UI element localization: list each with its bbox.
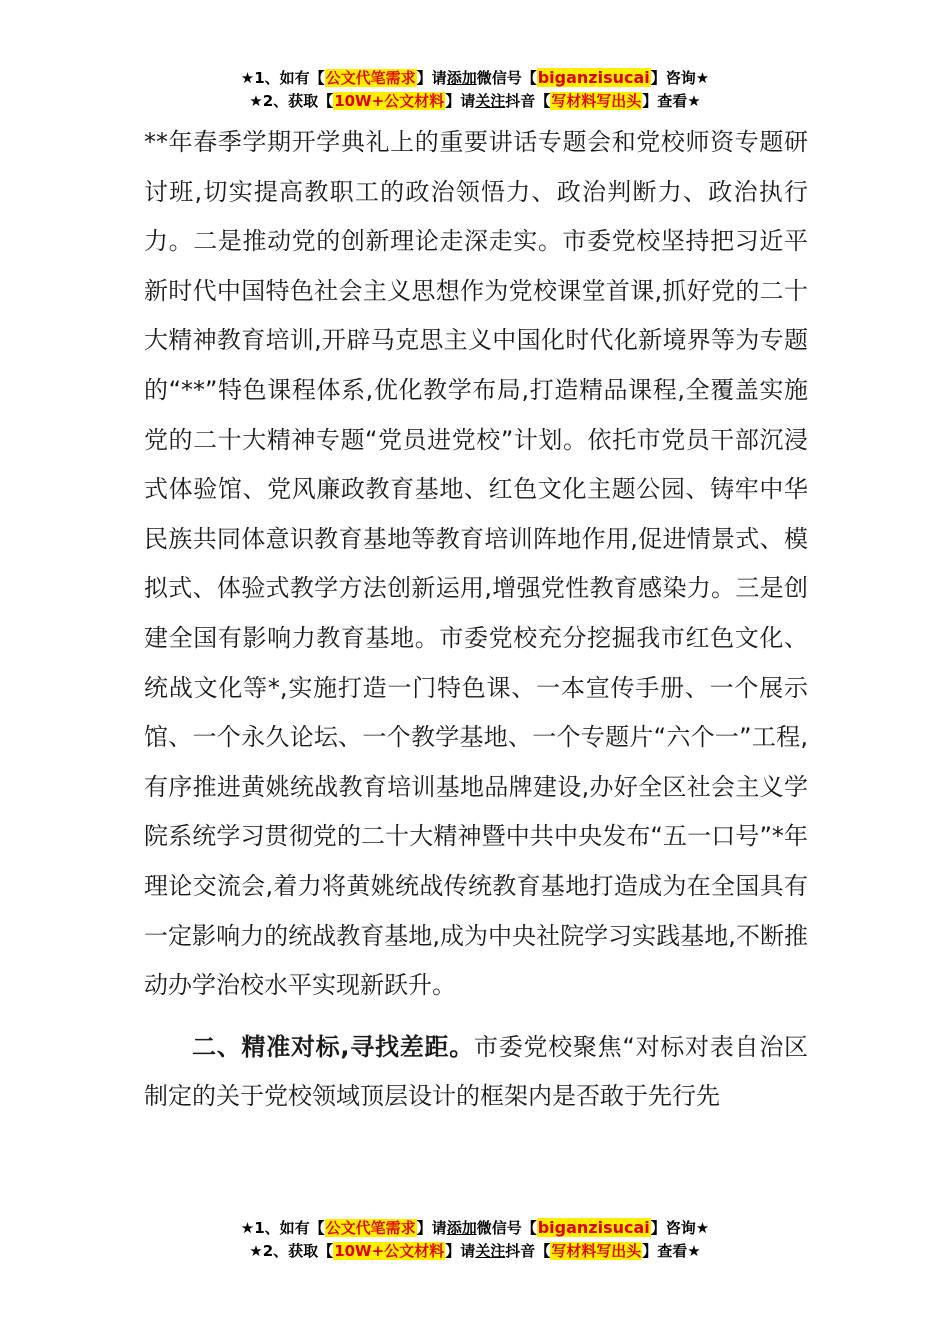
banner-text: ★2、获取【 [249, 92, 334, 110]
banner-text: 】请 [445, 1242, 476, 1260]
banner-text: 抖音【 [505, 92, 551, 110]
banner-text: 】咨询★ [650, 69, 710, 87]
banner-emphasis: 添加 [446, 1219, 477, 1237]
douyin-id-badge: 写材料写出头 [551, 92, 642, 110]
body-paragraph-1: **年春季学期开学典礼上的重要讲话专题会和党校师资专题研讨班,切实提高教职工的政治领悟力、政治判断力、政治执行力。二是推动党的创新理论走深走实。市委党校坚持把习近平新时代中国特色社会主义思想作为党校课堂首课,抓好党的二十大精神教育培训,开辟马克思主义中国化时代化新境界等为专题的“**”特色课程体系,优化教学布局,打造精品课程,全覆盖实施党的二十大精神专题“党员进党校”计划。依托市党员干部沉浸式体验馆、党风廉政教育基地、红色文化主题公园、铸牢中华民族共同体意识教育基地等教育培训阵地作用,促进情景式、模拟式、体验式教学方法创新运用,增强党性教育感染力。三是创建全国有影响力教育基地。市委党校充分挖掘我市红色文化、统战文化等*,实施打造一门特色课、一本宣传手册、一个展示馆、一个永久论坛、一个教学基地、一个专题片“六个一”工程,有序推进黄姚统战教育培训基地品牌建设,办好全区社会主义学院系统学习贯彻党的二十大精神暨中共中央发布“五一口号”*年理论交流会,着力将黄姚统战传统教育基地打造成为在全国具有一定影响力的统战教育基地,成为中央社院学习实践基地,不断推动办学治校水平实现新跃升。 [144, 128, 808, 1000]
banner-text: 】咨询★ [650, 1219, 710, 1237]
banner-line-2 [0, 1240, 950, 1263]
banner-text: 】请 [416, 69, 447, 87]
banner-text: ★1、如有【 [240, 69, 325, 87]
header-banner [0, 66, 950, 113]
banner-text: ★2、获取【 [249, 1242, 334, 1260]
banner-text: 】查看★ [642, 1242, 701, 1260]
banner-text: 微信号【 [476, 1219, 537, 1237]
douyin-id-badge: 写材料写出头 [551, 1242, 642, 1260]
banner-line-2 [0, 90, 950, 113]
banner-text: 抖音【 [505, 1242, 551, 1260]
banner-emphasis: 关注 [475, 1242, 506, 1260]
body-paragraph-2 [144, 1023, 808, 1122]
banner-text: 微信号【 [476, 69, 537, 87]
wechat-id-badge: biganzisucai [537, 68, 650, 87]
banner-line-1 [0, 1216, 950, 1240]
highlight-badge: 公文代笔需求 [325, 1219, 416, 1237]
wechat-id-badge: biganzisucai [537, 1218, 650, 1237]
banner-text: ★1、如有【 [240, 1219, 325, 1237]
section-text: 市委党校聚焦“对标对表自治区制定的关于党校领域顶层设计的框架内是否敢于先行先 [144, 1032, 808, 1111]
banner-text: 】查看★ [642, 92, 701, 110]
banner-text: 】请 [445, 92, 476, 110]
document-body [144, 118, 808, 1122]
highlight-badge: 10W+公文材料 [334, 1242, 445, 1260]
highlight-badge: 10W+公文材料 [334, 92, 445, 110]
banner-emphasis: 添加 [446, 69, 477, 87]
highlight-badge: 公文代笔需求 [325, 69, 416, 87]
banner-emphasis: 关注 [475, 92, 506, 110]
banner-line-1 [0, 66, 950, 90]
footer-banner [0, 1216, 950, 1263]
section-heading: 二、精准对标,寻找差距。 [192, 1032, 474, 1061]
banner-text: 】请 [416, 1219, 447, 1237]
